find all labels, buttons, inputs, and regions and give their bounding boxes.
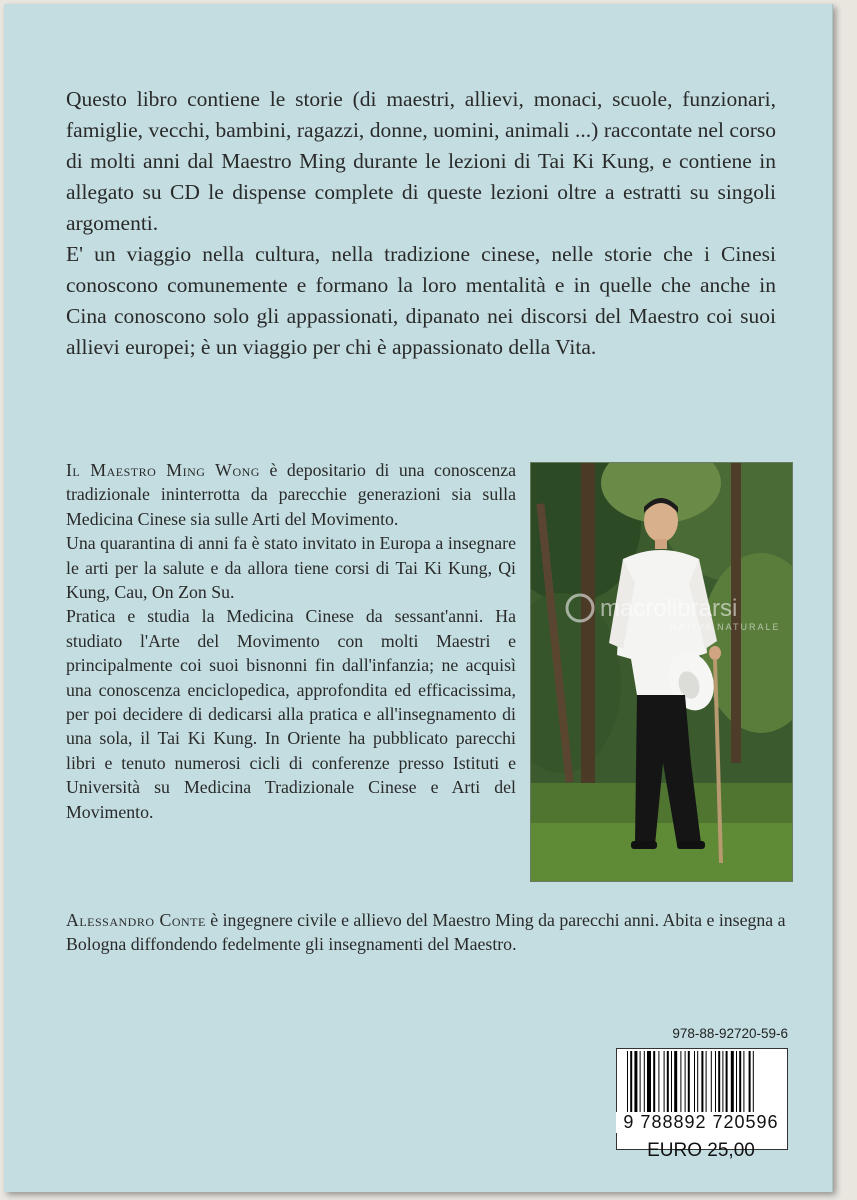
price-label: EURO 25,00 [647, 1140, 755, 1161]
author-bio [66, 458, 516, 824]
second-author-paragraph [66, 908, 786, 957]
bio-paragraph-2: Una quarantina di anni fa è stato invitato in Europa a insegnare le arti per la salute e da allora tiene corsi di Tai Ki Kung, Qi Kung, Cau, On Zon Su. [66, 533, 516, 603]
second-author-text: è ingegnere civile e allievo del Maestro Ming da parecchi anni. Abita e insegna a Bologna diffondendo fedelmente gli insegnamenti del Maestro. [66, 910, 786, 955]
watermark-tagline: NATIVA NATURALE [670, 622, 781, 632]
intro-paragraph-2: E' un viaggio nella cultura, nella tradizione cinese, nelle storie che i Cinesi conoscono comunemente e formano la loro mentalità e in quelle che anche in Cina conoscono solo gli appassionati, dipanato nei discorsi del Maestro coi suoi allievi europei; è un viaggio per chi è appassionato della Vita. [66, 242, 776, 359]
author-photo [530, 462, 793, 882]
back-cover [4, 4, 833, 1192]
second-author-name: Alessandro Conte [66, 910, 206, 930]
intro-text [66, 84, 776, 363]
isbn-label: 978-88-92720-59-6 [672, 1026, 788, 1041]
barcode-digits: 9 788892 720596 [616, 1112, 786, 1133]
author-photo-illustration [531, 463, 792, 881]
bio-paragraph-1-text: è depositario di una conoscenza tradizionale ininterrotta da parecchie generazioni sia sulla Medicina Cinese sia sulle Arti del Movimento. [66, 460, 516, 529]
bio-paragraph-1 [66, 458, 516, 531]
second-author [66, 908, 786, 957]
intro-paragraph-1: Questo libro contiene le storie (di maestri, allievi, monaci, scuole, funzionari, famiglie, vecchi, bambini, ragazzi, donne, uomini, animali ...) raccontate nel corso di molti anni dal Maestro Ming durante le lezioni di Tai Ki Kung, e contiene in allegato su CD le dispense complete di queste lezioni oltre a estratti su singoli argomenti. [66, 87, 776, 235]
watermark-name: macrolibrarsi [600, 595, 738, 622]
bio-author-name: Il Maestro Ming Wong [66, 460, 260, 480]
barcode [616, 1048, 788, 1150]
barcode-bars [617, 1051, 787, 1115]
bio-paragraph-3: Pratica e studia la Medicina Cinese da sessant'anni. Ha studiato l'Arte del Movimento con molti Maestri e principalmente coi suoi bisnonni fin dall'infanzia; ne acquisì una conoscenza enciclopedica, approfondita ed efficacissima, per poi decidere di dedicarsi alla pratica e all'insegnamento di una sola, il Tai Ki Kung. In Oriente ha pubblicato parecchi libri e tenuto numerosi cicli di conferenze presso Istituti e Università su Medicina Tradizionale Cinese e Arti del Movimento. [66, 606, 516, 822]
